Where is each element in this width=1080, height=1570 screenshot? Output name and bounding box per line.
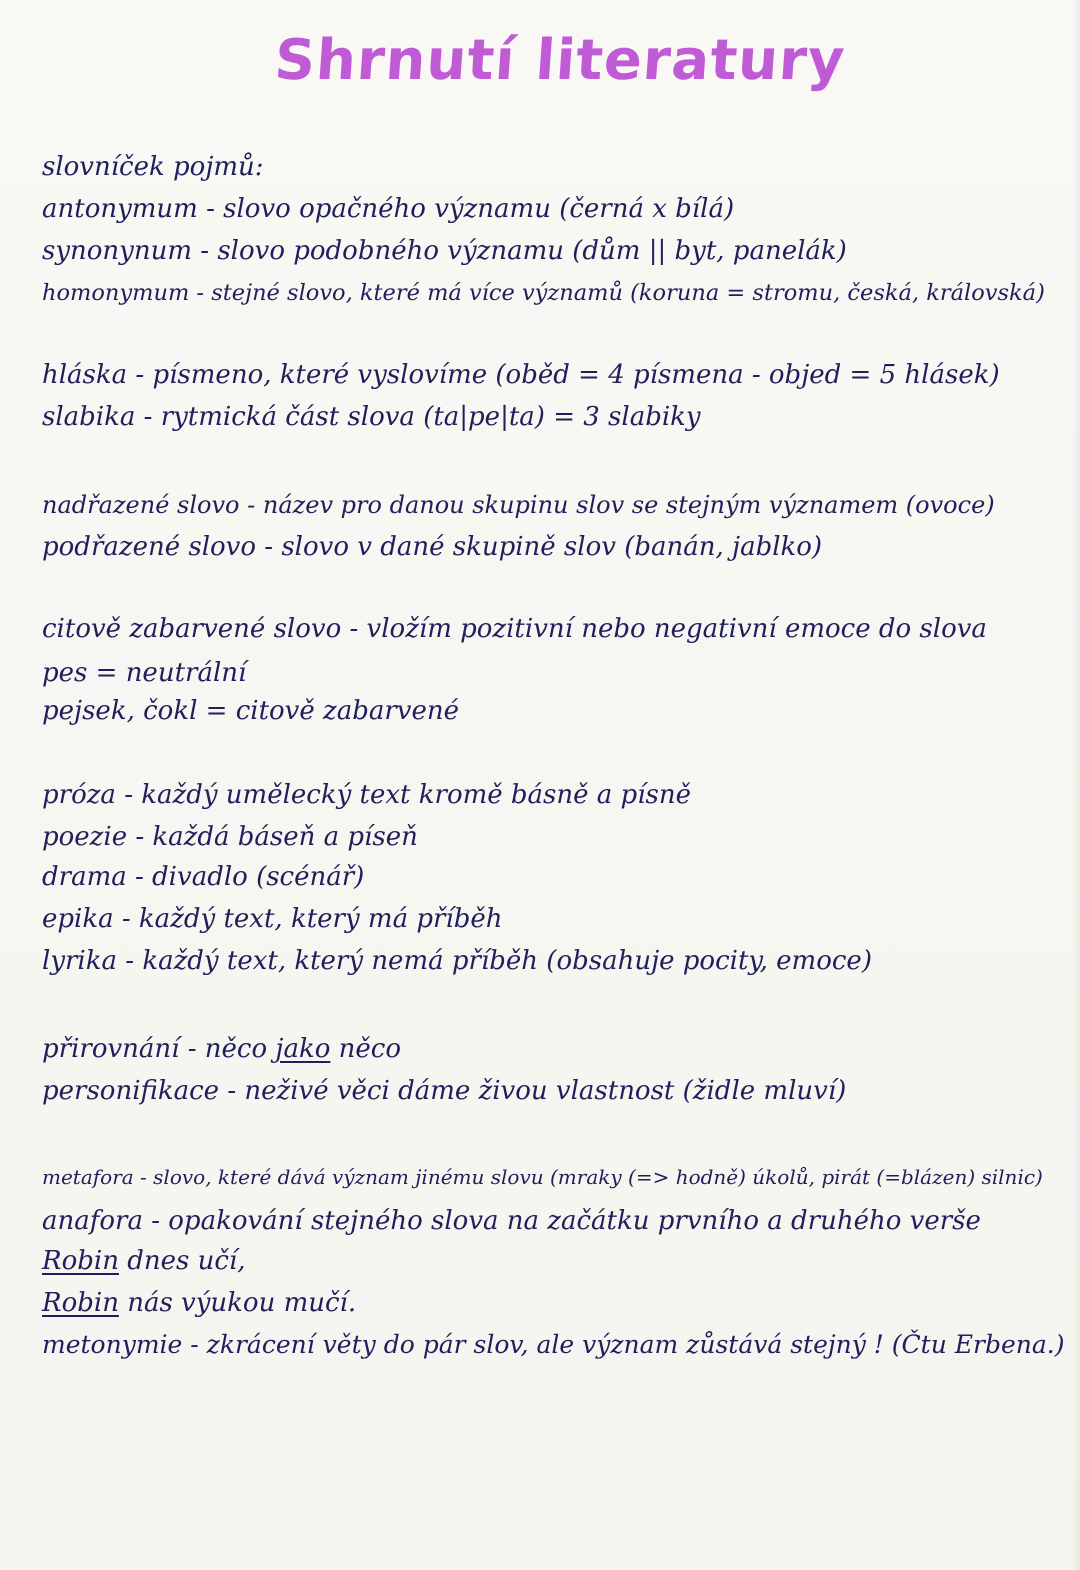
metafora-line: metafora - slovo, které dává význam jinému slovu (mraky (=> hodně) úkolů, pirát (=blázen) silnic) — [42, 1165, 1043, 1189]
lyrika-line: lyrika - každý text, který nemá příběh (obsahuje pocity, emoce) — [42, 946, 872, 976]
drama-line: drama - divadlo (scénář) — [42, 862, 365, 892]
podrazene-line: podřazené slovo - slovo v dané skupině slov (banán, jablko) — [42, 532, 823, 562]
robin-word-1: Robin — [42, 1246, 119, 1276]
prirovnani-jako: jako — [275, 1034, 331, 1064]
robin-rest-2: nás výukou mučí. — [127, 1288, 357, 1318]
robin-rest-1: dnes učí, — [127, 1246, 246, 1276]
robin-verse-2 — [42, 1286, 356, 1320]
proza-line: próza - každý umělecký text kromě básně a písně — [42, 780, 691, 810]
antonym-line: antonymum - slovo opačného významu (černá x bílá) — [42, 194, 735, 224]
prirovnani-line — [42, 1032, 401, 1066]
pejsek-line: pejsek, čokl = citově zabarvené — [42, 696, 460, 726]
citove-line: citově zabarvené slovo - vložím pozitivní nebo negativní emoce do slova — [42, 614, 987, 644]
nadrazene-line: nadřazené slovo - název pro danou skupinu slov se stejným významem (ovoce) — [42, 491, 995, 519]
personifikace-line: personifikace - neživé věci dáme živou vlastnost (židle mluví) — [42, 1076, 847, 1106]
page-edge-shadow — [1072, 0, 1080, 1570]
anafora-line: anafora - opakování stejného slova na začátku prvního a druhého verše — [42, 1206, 981, 1236]
robin-verse-1 — [42, 1244, 245, 1278]
homonym-line: homonymum - stejné slovo, které má více významů (koruna = stromu, česká, královská) — [42, 280, 1045, 306]
epika-line: epika - každý text, který má příběh — [42, 904, 503, 934]
hlaska-line: hláska - písmeno, které vyslovíme (oběd = 4 písmena - objed = 5 hlásek) — [42, 360, 1000, 390]
poezie-line: poezie - každá báseň a píseň — [42, 822, 418, 852]
slabika-line: slabika - rytmická část slova (ta|pe|ta) = 3 slabiky — [42, 402, 701, 432]
prirovnani-term: přirovnání - něco — [42, 1034, 268, 1064]
metonymie-line: metonymie - zkrácení věty do pár slov, ale význam zůstává stejný ! (Čtu Erbena.) — [42, 1330, 1065, 1359]
prirovnani-end: něco — [338, 1034, 402, 1064]
robin-word-2: Robin — [42, 1288, 119, 1318]
synonym-line: synonynum - slovo podobného významu (dům || byt, panelák) — [42, 236, 847, 266]
page-title: Shrnutí literatury — [272, 28, 848, 93]
dictionary-heading: slovníček pojmů: — [42, 152, 264, 182]
pes-line: pes = neutrální — [42, 658, 247, 688]
